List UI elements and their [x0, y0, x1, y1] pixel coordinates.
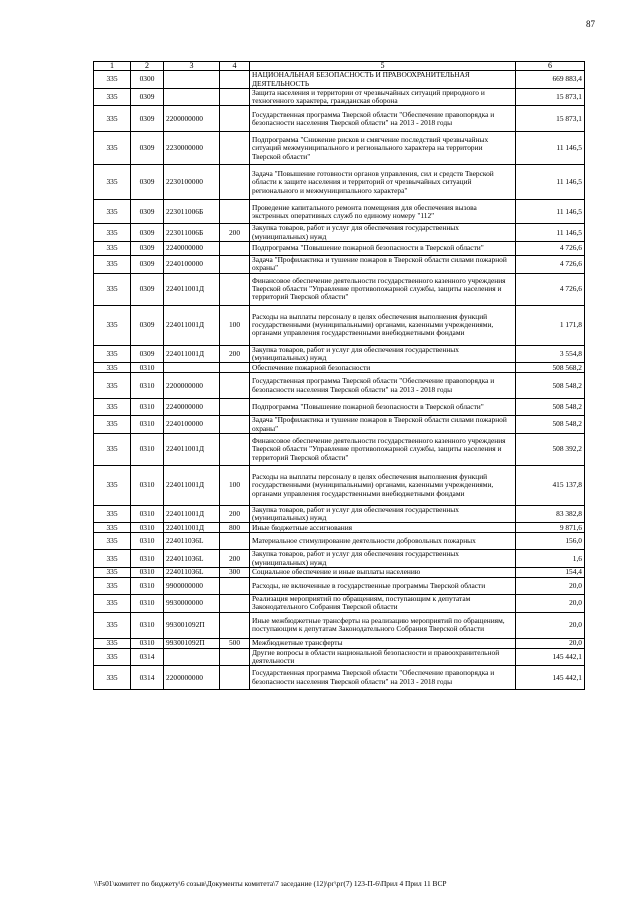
cell-c4: [220, 578, 250, 595]
cell-c4: [220, 242, 250, 256]
cell-c1: 335: [94, 578, 131, 595]
cell-c2: 0309: [131, 224, 164, 242]
cell-c1: 335: [94, 71, 131, 89]
cell-c4: [220, 533, 250, 550]
table-row: [94, 638, 585, 648]
cell-c6: 20,0: [516, 638, 585, 648]
cell-c4: [220, 106, 250, 132]
cell-c4: 200: [220, 550, 250, 568]
cell-c4: [220, 373, 250, 399]
cell-c4: [220, 165, 250, 200]
cell-c3: 224011001Д: [164, 433, 220, 465]
page-number: 87: [586, 19, 595, 29]
cell-c1: 335: [94, 505, 131, 523]
cell-c3: 224011001Д: [164, 305, 220, 345]
budget-table: [93, 61, 585, 690]
table-row: [94, 399, 585, 416]
cell-c3: 224011036L: [164, 533, 220, 550]
cell-c6: 508 568,2: [516, 363, 585, 373]
table-row: [94, 578, 585, 595]
cell-c3: 9930000000: [164, 595, 220, 613]
cell-c2: 0310: [131, 505, 164, 523]
cell-c5: Межбюджетные трансферты: [250, 638, 516, 648]
cell-c2: 0309: [131, 242, 164, 256]
cell-c1: 335: [94, 612, 131, 638]
cell-c4: [220, 399, 250, 416]
cell-c6: 11 146,5: [516, 132, 585, 165]
cell-c3: 224011001Д: [164, 505, 220, 523]
cell-c1: 335: [94, 533, 131, 550]
cell-c3: [164, 363, 220, 373]
cell-c4: [220, 273, 250, 305]
cell-c4: [220, 200, 250, 224]
cell-c6: 145 442,1: [516, 666, 585, 690]
cell-c3: [164, 88, 220, 106]
cell-c2: 0310: [131, 363, 164, 373]
cell-c5: Закупка товаров, работ и услуг для обеспечения государственных (муниципальных) нужд: [250, 224, 516, 242]
cell-c2: 0309: [131, 165, 164, 200]
table-row: [94, 363, 585, 373]
cell-c2: 0310: [131, 523, 164, 533]
cell-c1: 335: [94, 666, 131, 690]
cell-c4: 500: [220, 638, 250, 648]
cell-c3: 2240000000: [164, 242, 220, 256]
cell-c2: 0310: [131, 533, 164, 550]
cell-c2: 0310: [131, 638, 164, 648]
cell-c5: Иные межбюджетные трансферты на реализацию мероприятий по обращениям, поступающим к депутатам Законодательного Собрания Тверской области: [250, 612, 516, 638]
cell-c3: 224011001Д: [164, 465, 220, 505]
cell-c6: 9 871,6: [516, 523, 585, 533]
header-cell: 1: [94, 62, 131, 71]
cell-c1: 335: [94, 595, 131, 613]
cell-c6: 20,0: [516, 612, 585, 638]
cell-c6: 508 548,2: [516, 373, 585, 399]
table-header-row: [94, 62, 585, 71]
cell-c1: 335: [94, 106, 131, 132]
cell-c5: Реализация мероприятий по обращениям, поступающим к депутатам Законодательного Собрания Тверской области: [250, 595, 516, 613]
cell-c6: 1,6: [516, 550, 585, 568]
cell-c1: 335: [94, 399, 131, 416]
cell-c6: 83 382,8: [516, 505, 585, 523]
table-row: [94, 612, 585, 638]
cell-c2: 0309: [131, 256, 164, 274]
cell-c3: 224011036L: [164, 550, 220, 568]
cell-c6: 4 726,6: [516, 273, 585, 305]
cell-c3: [164, 71, 220, 89]
cell-c6: 20,0: [516, 578, 585, 595]
cell-c6: 3 554,8: [516, 345, 585, 363]
cell-c4: [220, 666, 250, 690]
cell-c1: 335: [94, 363, 131, 373]
table-row: [94, 273, 585, 305]
cell-c3: 224011001Д: [164, 273, 220, 305]
table-body: [94, 62, 585, 690]
cell-c5: НАЦИОНАЛЬНАЯ БЕЗОПАСНОСТЬ И ПРАВООХРАНИТЕЛЬНАЯ ДЕЯТЕЛЬНОСТЬ: [250, 71, 516, 89]
cell-c1: 335: [94, 523, 131, 533]
cell-c5: Задача "Повышение готовности органов управления, сил и средств Тверской области к защите населения и территорий от чрезвычайных ситуаций регионального и межмуниципального характера": [250, 165, 516, 200]
cell-c2: 0309: [131, 88, 164, 106]
cell-c1: 335: [94, 465, 131, 505]
cell-c5: Проведение капитального ремонта помещения для обеспечения вызова экстренных оперативных служб по единому номеру "112": [250, 200, 516, 224]
cell-c1: 335: [94, 568, 131, 578]
cell-c6: 154,4: [516, 568, 585, 578]
table-row: [94, 345, 585, 363]
table-row: [94, 505, 585, 523]
cell-c6: 11 146,5: [516, 165, 585, 200]
cell-c5: Задача "Профилактика и тушение пожаров в Тверской области силами пожарной охраны": [250, 256, 516, 274]
table-row: [94, 550, 585, 568]
cell-c2: 0314: [131, 666, 164, 690]
cell-c6: 508 548,2: [516, 399, 585, 416]
cell-c6: 4 726,6: [516, 242, 585, 256]
table-row: [94, 373, 585, 399]
cell-c4: [220, 612, 250, 638]
cell-c4: [220, 88, 250, 106]
cell-c3: 224011036L: [164, 568, 220, 578]
cell-c3: [164, 648, 220, 666]
cell-c1: 335: [94, 256, 131, 274]
cell-c5: Расходы на выплаты персоналу в целях обеспечения выполнения функций государственными (муниципальными) органами, казенными учреждениями, органами управления государственными внебюджетными фондами: [250, 305, 516, 345]
header-cell: 4: [220, 62, 250, 71]
cell-c2: 0310: [131, 465, 164, 505]
cell-c3: 223011006Б: [164, 200, 220, 224]
cell-c6: 508 392,2: [516, 433, 585, 465]
cell-c3: 223011006Б: [164, 224, 220, 242]
cell-c3: 224011001Д: [164, 523, 220, 533]
cell-c5: Подпрограмма "Повышение пожарной безопасности в Тверской области": [250, 399, 516, 416]
table-row: [94, 132, 585, 165]
cell-c4: 200: [220, 224, 250, 242]
file-path-footer: \\Fs01\комитет по бюджету\6 созыв\Документы комитета\7 заседание (12)\рг\рг(7) 123-П-6\Прил 4 Прил 11 ВСР: [94, 879, 447, 888]
cell-c1: 335: [94, 165, 131, 200]
cell-c2: 0310: [131, 416, 164, 434]
cell-c4: 300: [220, 568, 250, 578]
cell-c4: [220, 416, 250, 434]
table-row: [94, 256, 585, 274]
cell-c1: 335: [94, 550, 131, 568]
cell-c1: 335: [94, 648, 131, 666]
cell-c1: 335: [94, 200, 131, 224]
cell-c4: [220, 71, 250, 89]
cell-c6: 20,0: [516, 595, 585, 613]
table-row: [94, 568, 585, 578]
cell-c5: Расходы, не включенные в государственные программы Тверской области: [250, 578, 516, 595]
cell-c2: 0309: [131, 305, 164, 345]
cell-c1: 335: [94, 224, 131, 242]
table-row: [94, 416, 585, 434]
cell-c4: [220, 132, 250, 165]
table-row: [94, 165, 585, 200]
cell-c5: Социальное обеспечение и иные выплаты населению: [250, 568, 516, 578]
cell-c5: Закупка товаров, работ и услуг для обеспечения государственных (муниципальных) нужд: [250, 345, 516, 363]
cell-c5: Другие вопросы в области национальной безопасности и правоохранительной деятельности: [250, 648, 516, 666]
cell-c3: 993001092П: [164, 638, 220, 648]
cell-c6: 669 883,4: [516, 71, 585, 89]
cell-c3: 2230000000: [164, 132, 220, 165]
cell-c3: 993001092П: [164, 612, 220, 638]
cell-c4: 200: [220, 345, 250, 363]
cell-c1: 335: [94, 88, 131, 106]
header-cell: 3: [164, 62, 220, 71]
cell-c3: 2200000000: [164, 373, 220, 399]
cell-c6: 145 442,1: [516, 648, 585, 666]
cell-c1: 335: [94, 273, 131, 305]
cell-c4: [220, 433, 250, 465]
cell-c5: Подпрограмма "Повышение пожарной безопасности в Тверской области": [250, 242, 516, 256]
cell-c2: 0310: [131, 578, 164, 595]
cell-c6: 415 137,8: [516, 465, 585, 505]
cell-c1: 335: [94, 345, 131, 363]
table-row: [94, 106, 585, 132]
cell-c6: 15 873,1: [516, 106, 585, 132]
cell-c5: Защита населения и территории от чрезвычайных ситуаций природного и техногенного характера, гражданская оборона: [250, 88, 516, 106]
table-row: [94, 533, 585, 550]
cell-c5: Государственная программа Тверской области "Обеспечение правопорядка и безопасности населения Тверской области" на 2013 - 2018 годы: [250, 106, 516, 132]
cell-c5: Иные бюджетные ассигнования: [250, 523, 516, 533]
cell-c2: 0310: [131, 399, 164, 416]
table-row: [94, 433, 585, 465]
cell-c4: [220, 648, 250, 666]
table-row: [94, 666, 585, 690]
cell-c2: 0310: [131, 433, 164, 465]
cell-c4: [220, 595, 250, 613]
cell-c6: 11 146,5: [516, 200, 585, 224]
cell-c5: Государственная программа Тверской области "Обеспечение правопорядка и безопасности населения Тверской области" на 2013 - 2018 годы: [250, 666, 516, 690]
cell-c6: 156,0: [516, 533, 585, 550]
cell-c5: Задача "Профилактика и тушение пожаров в Тверской области силами пожарной охраны": [250, 416, 516, 434]
cell-c2: 0309: [131, 200, 164, 224]
cell-c6: 15 873,1: [516, 88, 585, 106]
cell-c5: Закупка товаров, работ и услуг для обеспечения государственных (муниципальных) нужд: [250, 505, 516, 523]
cell-c6: 508 548,2: [516, 416, 585, 434]
table-row: [94, 71, 585, 89]
cell-c2: 0300: [131, 71, 164, 89]
cell-c2: 0309: [131, 106, 164, 132]
cell-c5: Финансовое обеспечение деятельности государственного казенного учреждения Тверской области "Управление противопожарной службы, защиты населения и территорий Тверской области": [250, 433, 516, 465]
cell-c5: Закупка товаров, работ и услуг для обеспечения государственных (муниципальных) нужд: [250, 550, 516, 568]
cell-c1: 335: [94, 638, 131, 648]
cell-c3: 2240000000: [164, 399, 220, 416]
cell-c4: 800: [220, 523, 250, 533]
cell-c3: 2230100000: [164, 165, 220, 200]
header-cell: 2: [131, 62, 164, 71]
cell-c3: 2240100000: [164, 256, 220, 274]
table-row: [94, 465, 585, 505]
cell-c2: 0309: [131, 132, 164, 165]
table-row: [94, 88, 585, 106]
cell-c2: 0310: [131, 373, 164, 399]
cell-c2: 0314: [131, 648, 164, 666]
cell-c2: 0310: [131, 568, 164, 578]
cell-c5: Финансовое обеспечение деятельности государственного казенного учреждения Тверской области "Управление противопожарной службы, защиты населения и территорий Тверской области": [250, 273, 516, 305]
cell-c4: 100: [220, 465, 250, 505]
cell-c5: Подпрограмма "Снижение рисков и смягчение последствий чрезвычайных ситуаций межмуниципального и регионального характера на территории Тверской области": [250, 132, 516, 165]
cell-c2: 0310: [131, 612, 164, 638]
cell-c4: [220, 363, 250, 373]
cell-c6: 11 146,5: [516, 224, 585, 242]
cell-c4: 100: [220, 305, 250, 345]
cell-c2: 0309: [131, 273, 164, 305]
header-cell: 5: [250, 62, 516, 71]
cell-c3: 224011001Д: [164, 345, 220, 363]
table-row: [94, 523, 585, 533]
table-row: [94, 224, 585, 242]
cell-c5: Расходы на выплаты персоналу в целях обеспечения выполнения функций государственными (муниципальными) органами, казенными учреждениями, органами управления государственными внебюджетными фондами: [250, 465, 516, 505]
cell-c3: 2200000000: [164, 106, 220, 132]
table-row: [94, 242, 585, 256]
cell-c1: 335: [94, 132, 131, 165]
table-row: [94, 595, 585, 613]
cell-c6: 1 171,8: [516, 305, 585, 345]
table-row: [94, 200, 585, 224]
cell-c1: 335: [94, 416, 131, 434]
cell-c4: [220, 256, 250, 274]
cell-c5: Государственная программа Тверской области "Обеспечение правопорядка и безопасности населения Тверской области" на 2013 - 2018 годы: [250, 373, 516, 399]
cell-c2: 0310: [131, 550, 164, 568]
cell-c1: 335: [94, 373, 131, 399]
cell-c5: Обеспечение пожарной безопасности: [250, 363, 516, 373]
table-row: [94, 305, 585, 345]
table-row: [94, 648, 585, 666]
cell-c4: 200: [220, 505, 250, 523]
cell-c1: 335: [94, 242, 131, 256]
cell-c3: 2240100000: [164, 416, 220, 434]
cell-c3: 9900000000: [164, 578, 220, 595]
cell-c5: Материальное стимулирование деятельности добровольных пожарных: [250, 533, 516, 550]
cell-c6: 4 726,6: [516, 256, 585, 274]
cell-c1: 335: [94, 305, 131, 345]
cell-c2: 0309: [131, 345, 164, 363]
cell-c3: 2200000000: [164, 666, 220, 690]
header-cell: 6: [516, 62, 585, 71]
cell-c1: 335: [94, 433, 131, 465]
cell-c2: 0310: [131, 595, 164, 613]
